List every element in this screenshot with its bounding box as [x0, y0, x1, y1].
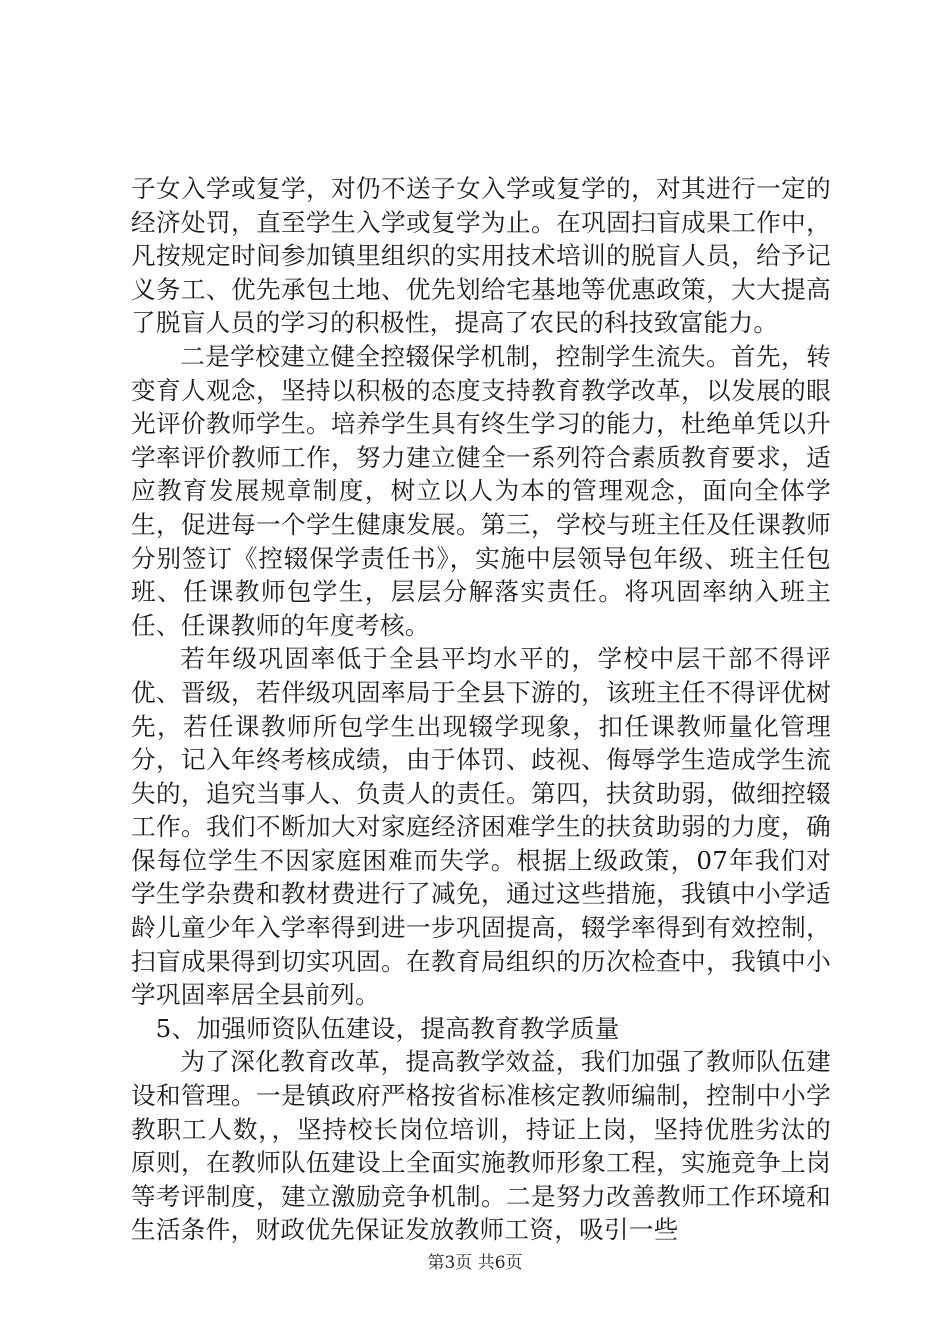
document-body — [131, 172, 831, 1247]
paragraph-1: 子女入学或复学，对仍不送子女入学或复学的，对其进行一定的经济处罚，直至学生入学或复学为止。在巩固扫盲成果工作中，凡按规定时间参加镇里组织的实用技术培训的脱盲人员，给予记义务工、优先承包土地、优先划给宅基地等优惠政策，大大提高了脱盲人员的学习的积极性，提高了农民的科技致富能力。 — [131, 174, 831, 338]
paragraph-4: 为了深化教育改革，提高教学效益，我们加强了教师队伍建设和管理。一是镇政府严格按省标准核定教师编制，控制中小学教职工人数，，坚持校长岗位培训，持证上岗，坚持优胜劣汰的原则，在教师队伍建设上全面实施教师形象工程，实施竞争上岗等考评制度，建立激励竞争机制。二是努力改善教师工作环境和生活条件，财政优先保证发放教师工资，吸引一些 — [131, 1047, 831, 1245]
section-heading-5: 5、加强师资队伍建设，提高教育教学质量 — [155, 1013, 620, 1043]
paragraph-3: 若年级巩固率低于全县平均水平的，学校中层干部不得评优、晋级，若伴级巩固率局于全县下游的，该班主任不得评优树先，若任课教师所包学生出现辍学现象，扣任课教师量化管理分，记入年终考核成绩，由于体罚、歧视、侮辱学生造成学生流失的，追究当事人、负责人的责任。第四，扶贫助弱，做细控辍工作。我们不断加大对家庭经济困难学生的扶贫助弱的力度，确保每位学生不因家庭困难而失学。根据上级政策，07年我们对学生学杂费和教材费进行了减免，通过这些措施，我镇中小学适龄儿童少年入学率得到进一步巩固提高，辍学率得到有效控制，扫盲成果得到切实巩固。在教育局组织的历次检查中，我镇中小学巩固率居全县前列。 — [131, 644, 831, 1010]
page-number-footer: 第3页 共6页 — [427, 1253, 523, 1273]
paragraph-2: 二是学校建立健全控辍保学机制，控制学生流失。首先，转变育人观念，坚持以积极的态度支持教育教学改革，以发展的眼光评价教师学生。培养学生具有终生学习的能力，杜绝单凭以升学率评价教师工作，努力建立健全一系列符合素质教育要求，适应教育发展规章制度，树立以人为本的管理观念，面向全体学生，促进每一个学生健康发展。第三，学校与班主任及任课教师分别签订《控辍保学责任书》，实施中层领导包年级、班主任包班、任课教师包学生，层层分解落实责任。将巩固率纳入班主任、任课教师的年度考核。 — [131, 341, 831, 640]
